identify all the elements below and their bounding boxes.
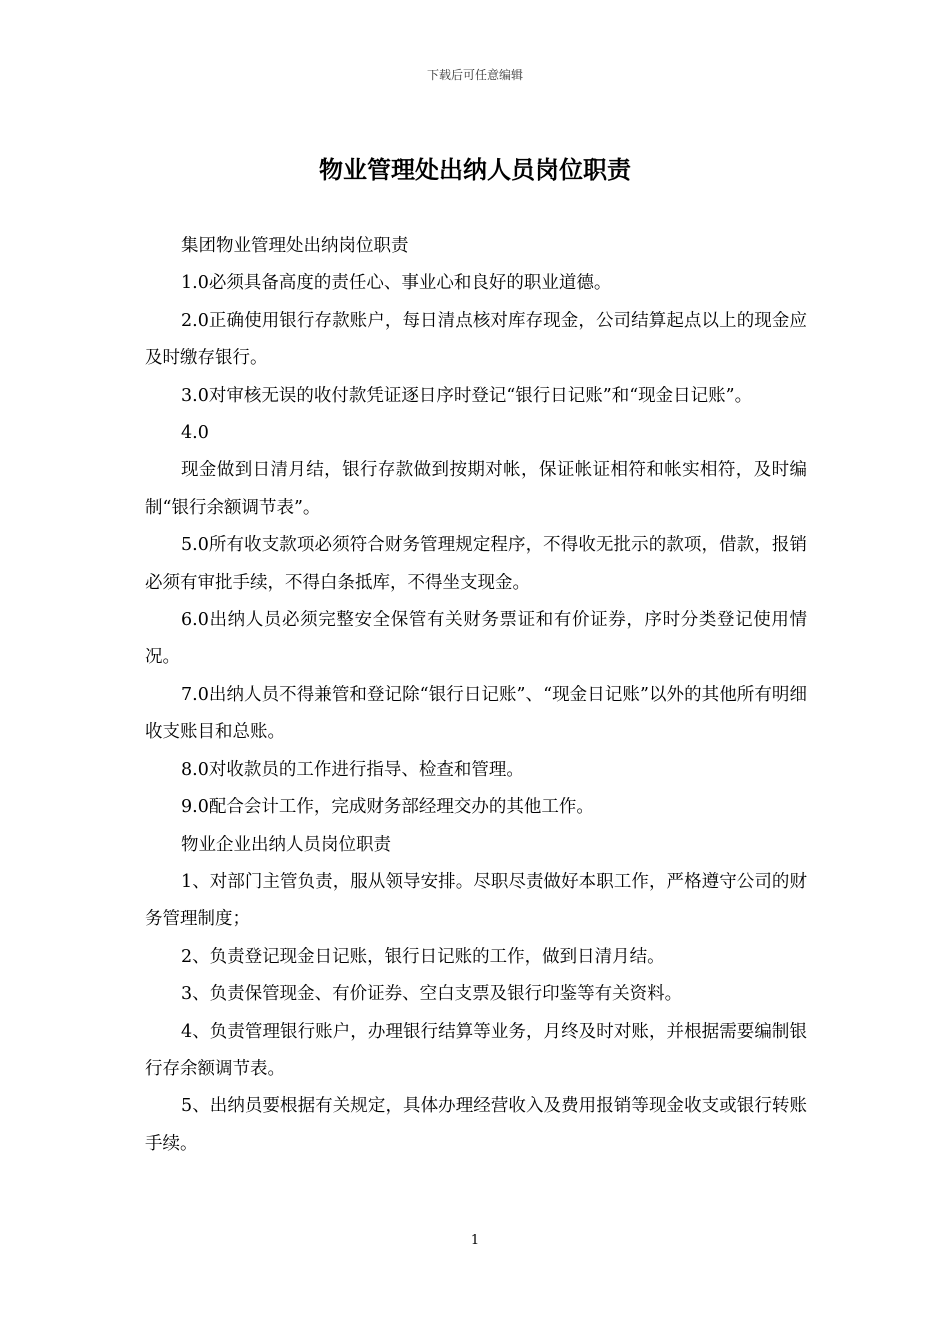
duty-item-7: 7.0出纳人员不得兼管和登记除“银行日记账”、“现金日记账”以外的其他所有明细收支账目和总账。: [145, 684, 807, 743]
duty-item-2: 2.0正确使用银行存款账户，每日清点核对库存现金，公司结算起点以上的现金应及时缴存银行。: [145, 310, 807, 369]
duty-item-3: 3.0对审核无误的收付款凭证逐日序时登记“银行日记账”和“现金日记账”。: [181, 385, 753, 406]
enterprise-duty-5: 5、出纳员要根据有关规定，具体办理经营收入及费用报销等现金收支或银行转账手续。: [145, 1096, 807, 1154]
enterprise-duty-4: 4、负责管理银行账户，办理银行结算等业务，月终及时对账，并根据需要编制银行存余额调节表。: [145, 1021, 807, 1079]
header-note: 下载后可任意编辑: [426, 68, 523, 82]
section-heading-group: 集团物业管理处出纳岗位职责: [181, 236, 409, 256]
section-heading-enterprise: 物业企业出纳人员岗位职责: [181, 834, 391, 855]
duty-item-6: 6.0出纳人员必须完整安全保管有关财务票证和有价证券，序时分类登记使用情况。: [145, 610, 807, 668]
duty-item-9: 9.0配合会计工作，完成财务部经理交办的其他工作。: [181, 797, 594, 818]
duty-item-8: 8.0对收款员的工作进行指导、检查和管理。: [181, 759, 524, 780]
page-number: 1: [470, 1233, 480, 1248]
document-title: 物业管理处出纳人员岗位职责: [319, 155, 631, 184]
duty-item-5: 5.0所有收支款项必须符合财务管理规定程序，不得收无批示的款项，借款，报销必须有审批手续，不得白条抵库，不得坐支现金。: [145, 535, 807, 593]
document-body: [145, 228, 807, 1163]
duty-item-4-number: 4.0: [181, 423, 209, 444]
duty-item-4-text: 现金做到日清月结，银行存款做到按期对帐，保证帐证相符和帐实相符，及时编制“银行余额调节表”。: [145, 460, 807, 518]
enterprise-duty-1: 1、对部门主管负责，服从领导安排。尽职尽责做好本职工作，严格遵守公司的财务管理制度；: [145, 871, 807, 930]
duty-item-1: 1.0必须具备高度的责任心、事业心和良好的职业道德。: [181, 273, 612, 294]
enterprise-duty-3: 3、负责保管现金、有价证券、空白支票及银行印鉴等有关资料。: [181, 984, 683, 1005]
enterprise-duty-2: 2、负责登记现金日记账，银行日记账的工作，做到日清月结。: [181, 946, 665, 967]
